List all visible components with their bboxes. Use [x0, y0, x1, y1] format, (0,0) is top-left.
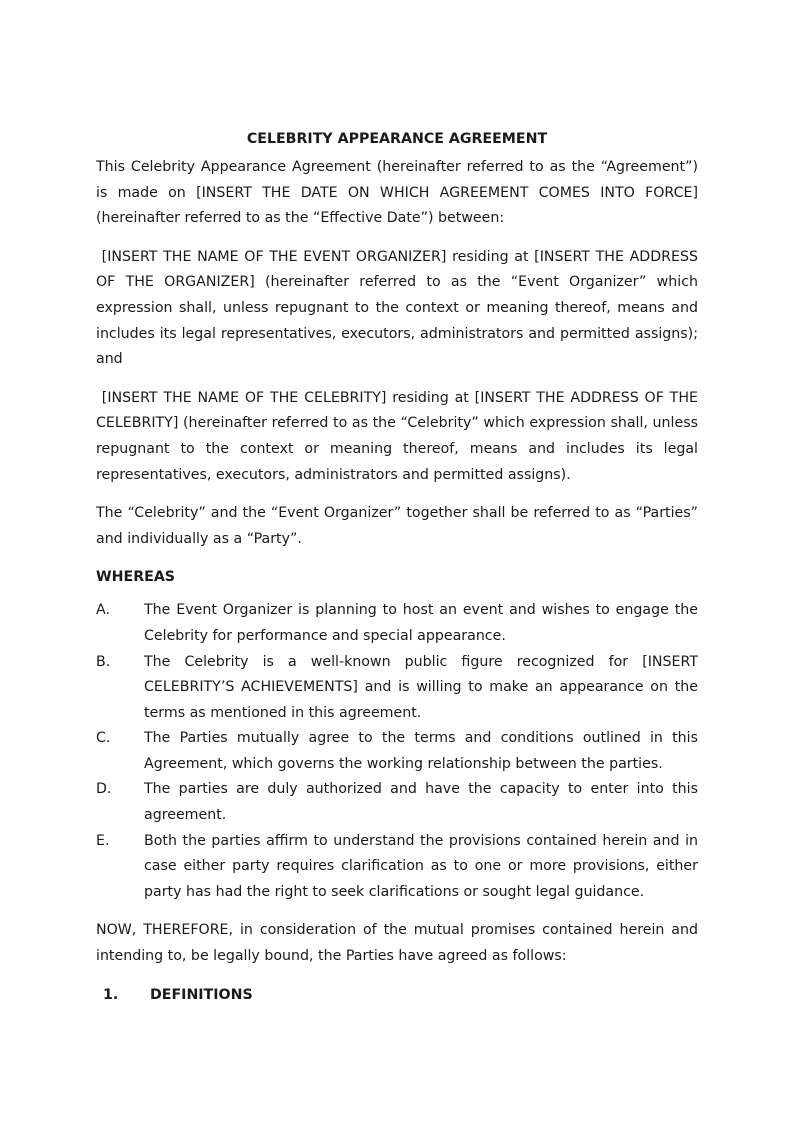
recital-item — [96, 726, 698, 777]
recital-letter: C. — [96, 730, 111, 747]
document-page — [96, 127, 698, 1008]
recital-letter: D. — [96, 781, 112, 798]
party-event-organizer-paragraph: [INSERT THE NAME OF THE EVENT ORGANIZER] residing at [INSERT THE ADDRESS OF THE ORGANIZER] (hereinafter referred to as the “Event Organizer” which expression shall, unless repugnant to the context or meaning thereof, means and includes its legal representatives, executors, administrators and permitted assigns); and — [96, 248, 698, 368]
recital-letter: E. — [96, 832, 110, 849]
recital-text: The Celebrity is a well-known public figure recognized for [INSERT CELEBRITY’S ACHIEVEMENTS] and is willing to make an appearance on the terms as mentioned in this agreement. — [144, 653, 698, 721]
section-heading-definitions — [96, 983, 698, 1008]
now-therefore-paragraph: NOW, THEREFORE, in consideration of the mutual promises contained herein and intending to, be legally bound, the Parties have agreed as follows: — [96, 922, 698, 965]
recital-item — [96, 650, 698, 727]
recital-text: The Event Organizer is planning to host an event and wishes to engage the Celebrity for performance and special appearance. — [144, 602, 698, 644]
recital-letter: B. — [96, 653, 111, 670]
intro-paragraph: This Celebrity Appearance Agreement (hereinafter referred to as the “Agreement”) is made on [INSERT THE DATE ON WHICH AGREEMENT COMES INTO FORCE] (hereinafter referred to as the “Effective Date”) between: — [96, 159, 698, 227]
recital-letter: A. — [96, 602, 110, 619]
recital-item — [96, 829, 698, 906]
parties-definition-paragraph: The “Celebrity” and the “Event Organizer” together shall be referred to as “Parties” and individually as a “Party”. — [96, 505, 698, 547]
recital-text: Both the parties affirm to understand the provisions contained herein and in case either party requires clarification as to one or more provisions, either party has had the right to seek clarifications or sought legal guidance. — [144, 832, 698, 900]
recital-item — [96, 598, 698, 649]
section-title: DEFINITIONS — [150, 986, 253, 1003]
party-celebrity-paragraph: [INSERT THE NAME OF THE CELEBRITY] residing at [INSERT THE ADDRESS OF THE CELEBRITY] (hereinafter referred to as the “Celebrity” which expression shall, unless repugnant to the context or meaning thereof, means and includes its legal representatives, executors, administrators and permitted assigns). — [96, 389, 698, 483]
recital-text: The Parties mutually agree to the terms and conditions outlined in this Agreement, which governs the working relationship between the parties. — [144, 730, 698, 772]
recital-text: The parties are duly authorized and have the capacity to enter into this agreement. — [144, 781, 698, 824]
section-number: 1. — [103, 986, 119, 1003]
recitals-list — [96, 598, 698, 905]
recital-item — [96, 777, 698, 828]
whereas-heading: WHEREAS — [96, 569, 176, 586]
document-title: CELEBRITY APPEARANCE AGREEMENT — [246, 131, 548, 147]
